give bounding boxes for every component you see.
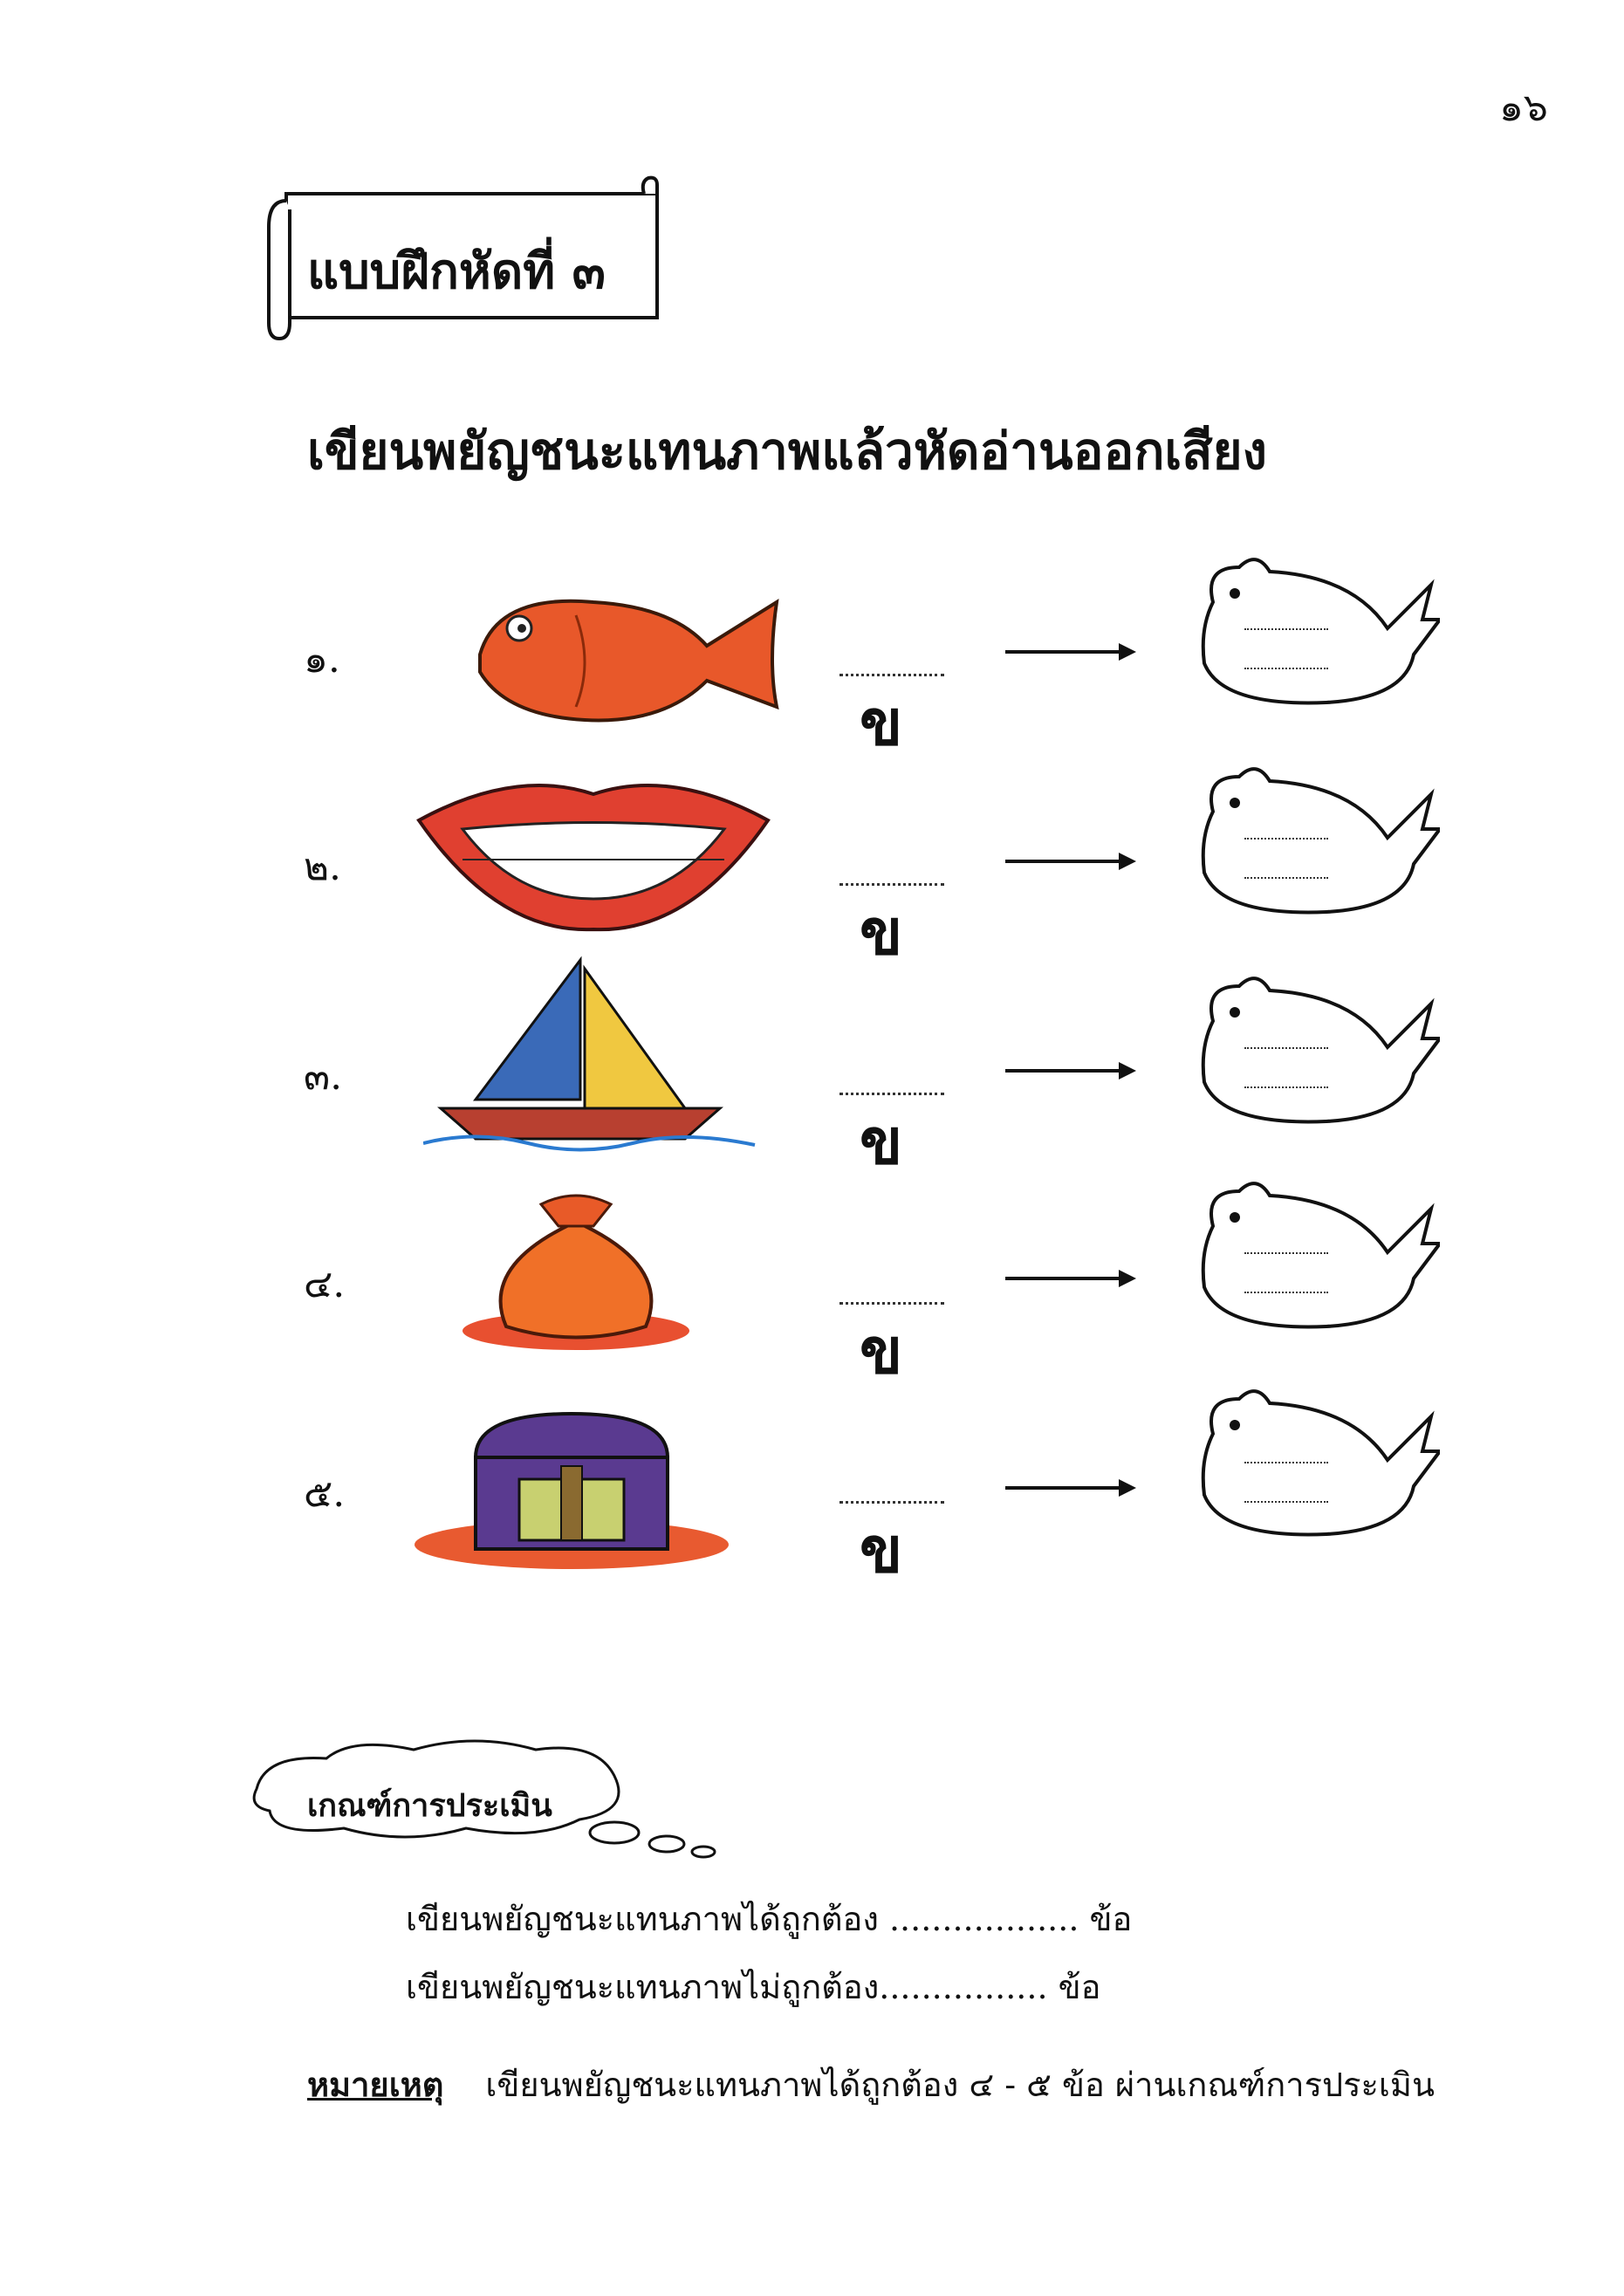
fish-picture [445, 576, 812, 750]
exercise-number: ๒. [304, 845, 341, 889]
note-label: หมายเหตุ [307, 2065, 444, 2104]
consonant-letter: ข [860, 894, 903, 969]
note-line [307, 2058, 1435, 2111]
hen-blank[interactable] [1244, 838, 1328, 840]
hen-blank[interactable] [1244, 1292, 1328, 1293]
hen-blank[interactable] [1244, 877, 1328, 879]
hen-blank[interactable] [1244, 1501, 1328, 1503]
hen-blank[interactable] [1244, 1047, 1328, 1049]
exercise-number: ๕. [304, 1471, 346, 1516]
exercise-title: แบบฝึกหัดที่ ๓ [307, 243, 606, 300]
arrow-icon [1005, 1475, 1136, 1501]
hen-blank[interactable] [1244, 628, 1328, 630]
consonant-letter: ข [860, 1313, 903, 1388]
exercise-number: ๑. [304, 637, 340, 682]
treasure-chest-picture [415, 1396, 781, 1571]
arrow-icon [1005, 848, 1136, 874]
arrow-icon [1005, 639, 1136, 665]
hen-blank[interactable] [1244, 1462, 1328, 1463]
arrow-icon [1005, 1265, 1136, 1292]
instruction-heading: เขียนพยัญชนะแทนภาพแล้วหัดอ่านออกเสียง [307, 422, 1267, 481]
hen-blank[interactable] [1244, 668, 1328, 669]
hen-blank[interactable] [1244, 1252, 1328, 1254]
note-text: เขียนพยัญชนะแทนภาพได้ถูกต้อง ๔ - ๕ ข้อ ผ่านเกณฑ์การประเมิน [485, 2066, 1435, 2104]
criteria-incorrect: เขียนพยัญชนะแทนภาพไม่ถูกต้อง................ ข้อ [406, 1968, 1101, 2006]
criteria-heading: เกณฑ์การประเมิน [307, 1787, 552, 1824]
arrow-icon [1005, 1058, 1136, 1084]
hen-blank[interactable] [1244, 1086, 1328, 1088]
consonant-letter: ข [860, 1512, 903, 1587]
exercise-number: ๔. [304, 1262, 346, 1306]
lips-picture [410, 768, 777, 942]
hen-outline [1187, 1381, 1440, 1539]
consonant-letter: ข [860, 685, 903, 759]
consonant-letter: ข [860, 1104, 903, 1178]
criteria-correct: เขียนพยัญชนะแทนภาพได้ถูกต้อง .................. ข้อ [406, 1900, 1133, 1938]
money-bag-picture [454, 1187, 820, 1361]
exercise-number: ๓. [304, 1054, 343, 1099]
sailboat-picture [423, 942, 790, 1152]
page-number: ๑๖ [1499, 86, 1548, 130]
